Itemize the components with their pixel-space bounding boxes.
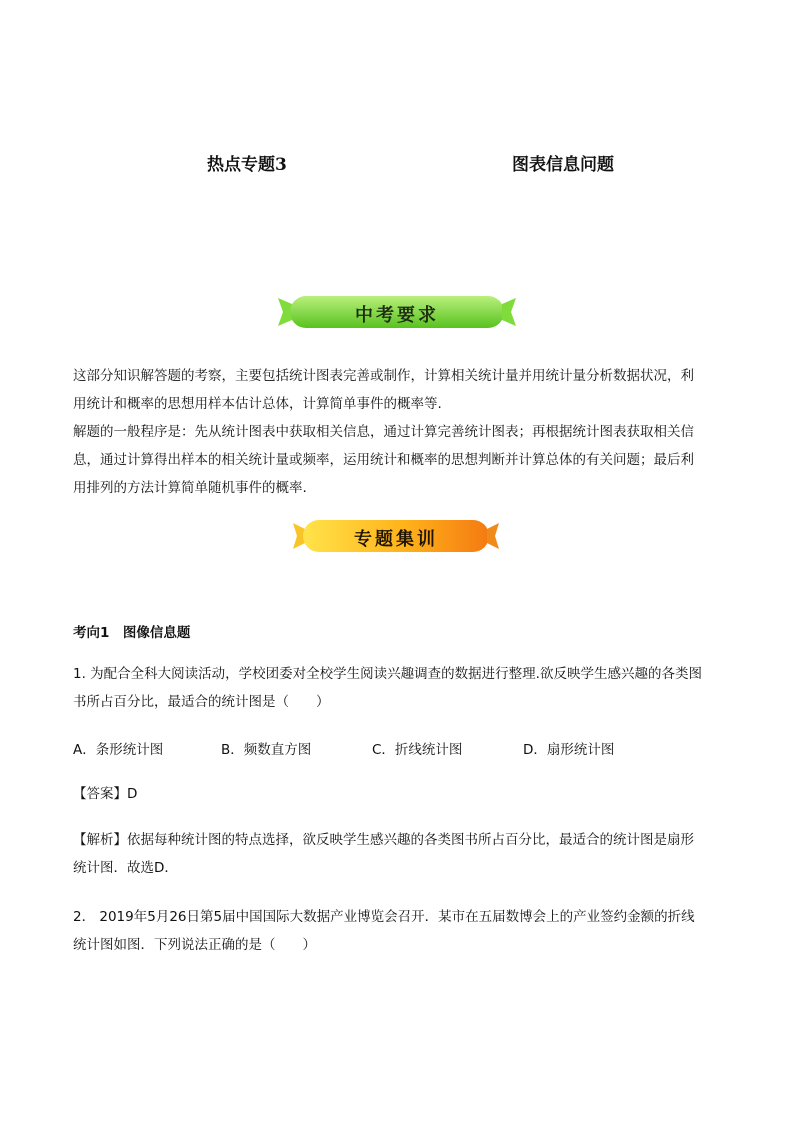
option-b: B．频数直方图 xyxy=(221,742,312,758)
question-1-analysis xyxy=(73,826,723,882)
banner-label: 专题集训 xyxy=(354,529,438,550)
banner-exam-requirements xyxy=(278,296,516,328)
banner-label: 中考要求 xyxy=(355,305,439,326)
intro-line: 息，通过计算得出样本的相关统计量或频率，运用统计和概率的思想判断并计算总体的有关问题；最后利 xyxy=(73,452,694,468)
header-topic-title: 图表信息问题 xyxy=(512,155,614,175)
option-d: D．扇形统计图 xyxy=(523,742,615,758)
intro-paragraph xyxy=(73,362,723,502)
header-topic-number: 热点专题3 xyxy=(207,155,287,175)
question-line: 1. 为配合全科大阅读活动，学校团委对全校学生阅读兴趣调查的数据进行整理.欲反映学生感兴趣的各类图 xyxy=(73,666,702,682)
question-2-stem xyxy=(73,903,723,959)
question-line: 2． 2019年5月26日第5届中国国际大数据产业博览会召开．某市在五届数博会上的产业签约金额的折线 xyxy=(73,909,695,925)
question-1-stem xyxy=(73,660,723,716)
option-a: A．条形统计图 xyxy=(73,742,164,758)
analysis-line: 【解析】依据每种统计图的特点选择，欲反映学生感兴趣的各类图书所占百分比，最适合的统计图是扇形 xyxy=(73,832,694,848)
question-line: 书所占百分比，最适合的统计图是（ ） xyxy=(73,694,330,710)
intro-line: 用统计和概率的思想用样本估计总体，计算简单事件的概率等. xyxy=(73,396,442,412)
question-1-answer: 【答案】D xyxy=(73,786,138,802)
section-heading: 考向1 图像信息题 xyxy=(73,625,191,641)
question-line: 统计图如图．下列说法正确的是（ ） xyxy=(73,937,316,953)
intro-line: 解题的一般程序是：先从统计图表中获取相关信息，通过计算完善统计图表；再根据统计图表获取相关信 xyxy=(73,424,694,440)
analysis-line: 统计图．故选D． xyxy=(73,860,178,876)
intro-line: 用排列的方法计算简单随机事件的概率. xyxy=(73,480,307,496)
intro-line: 这部分知识解答题的考察，主要包括统计图表完善或制作，计算相关统计量并用统计量分析数据状况，利 xyxy=(73,368,694,384)
option-c: C．折线统计图 xyxy=(372,742,463,758)
banner-special-training xyxy=(293,520,499,552)
